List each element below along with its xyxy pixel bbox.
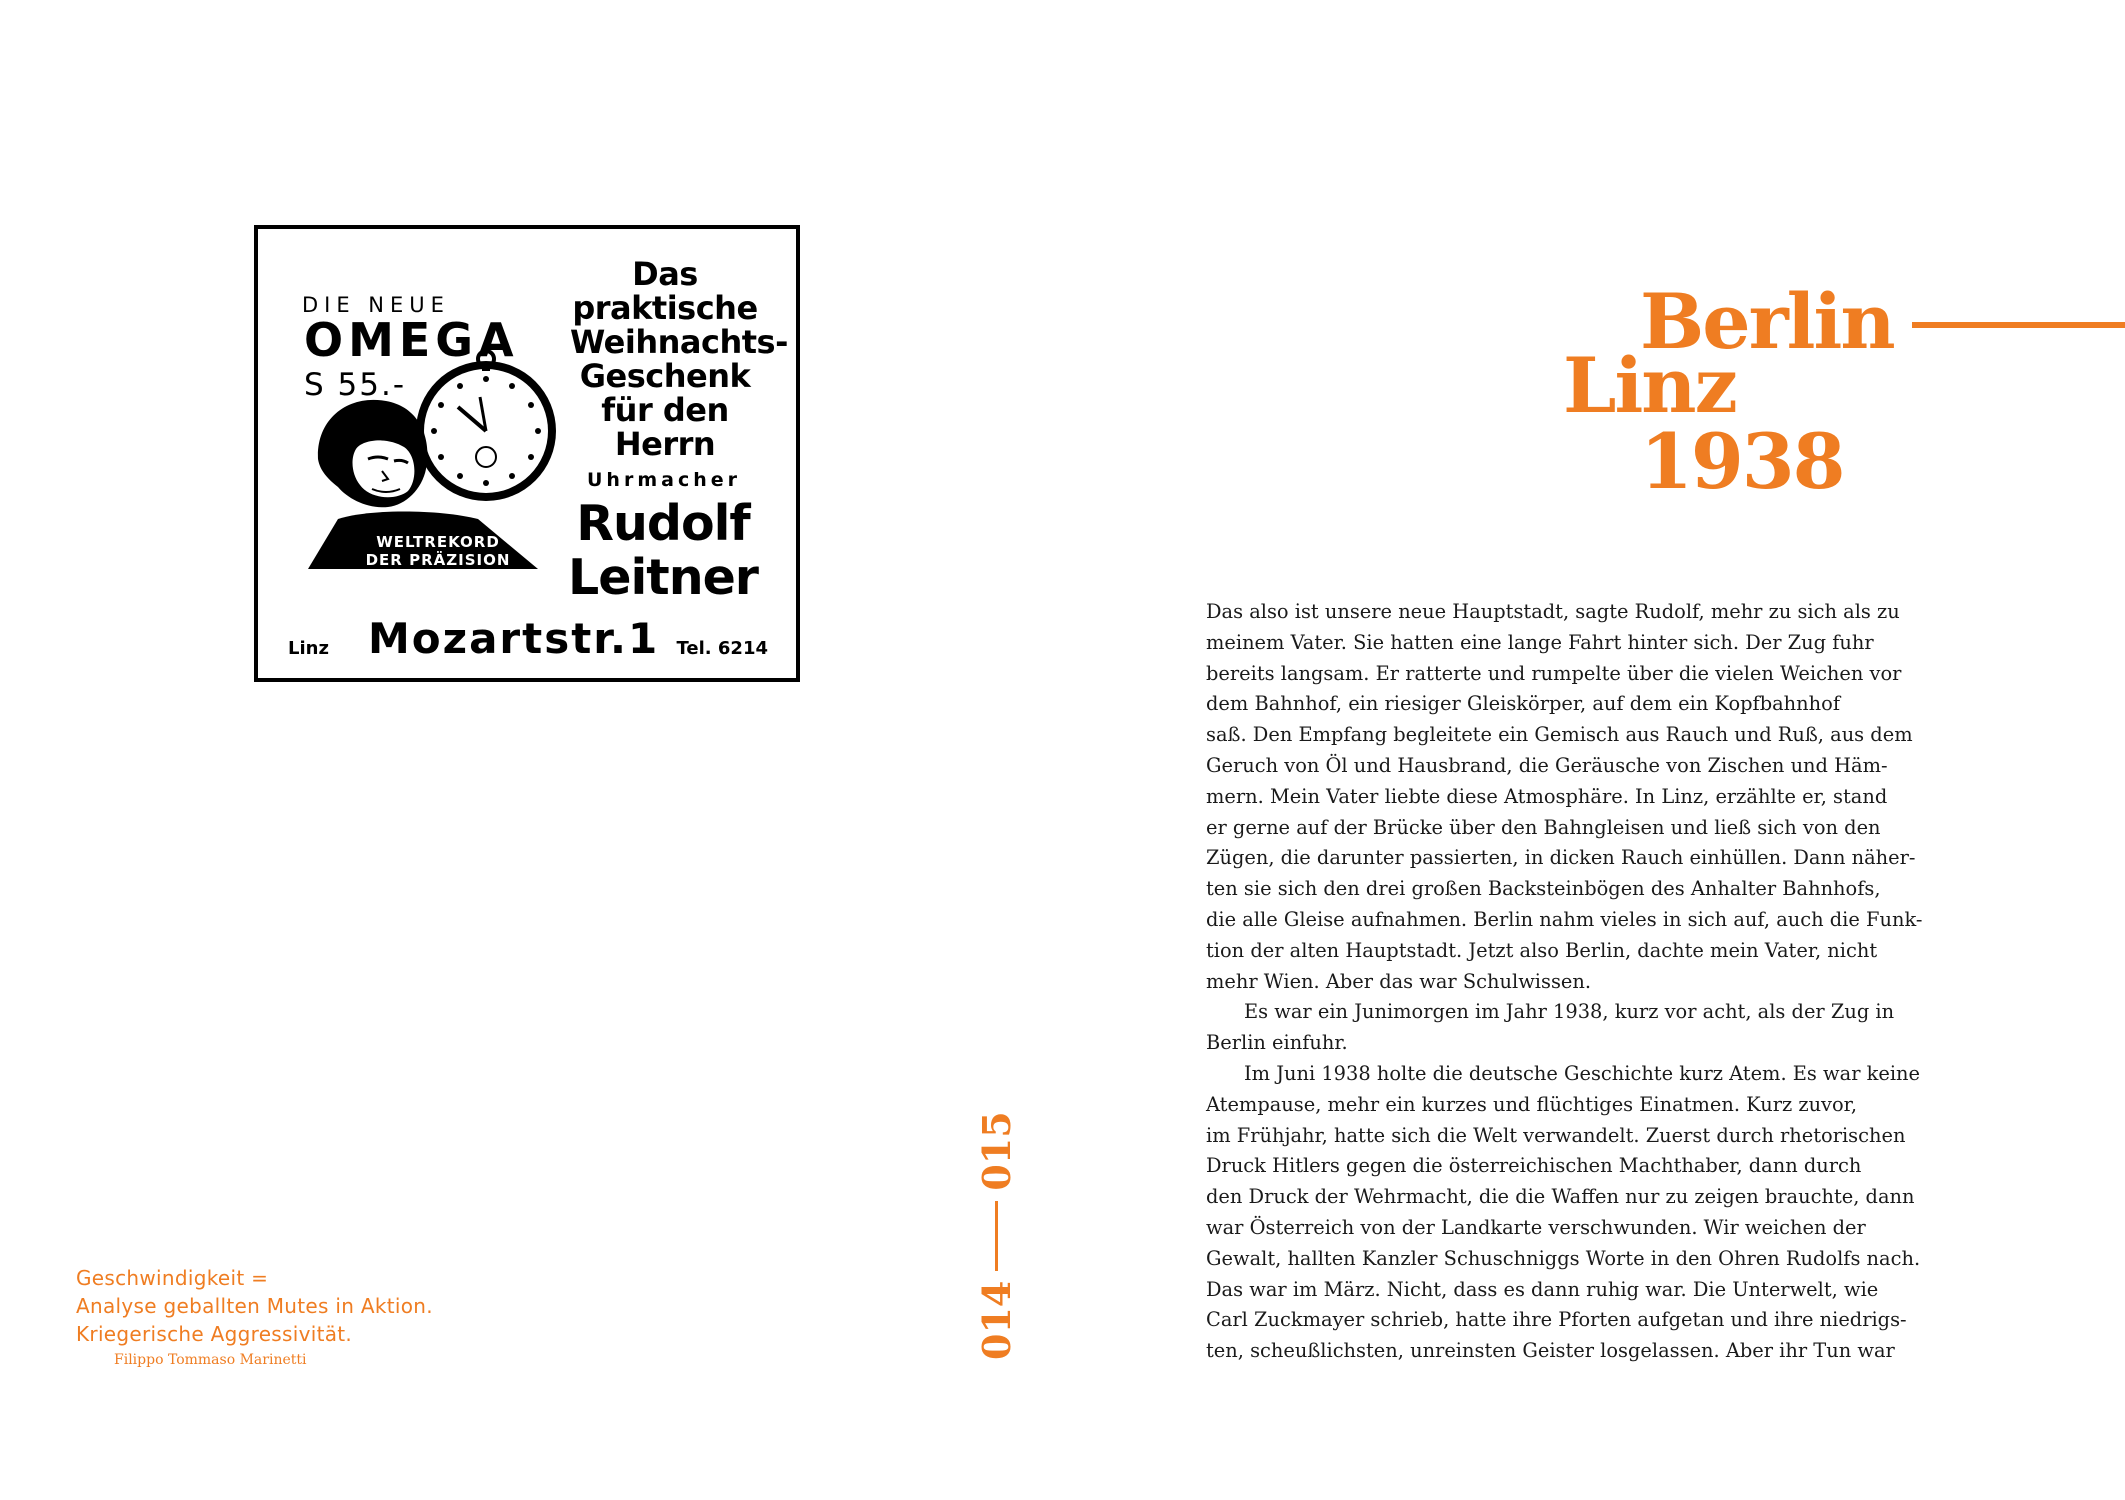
epigraph-line: Kriegerische Aggressivität.: [76, 1322, 353, 1346]
ad-headline-line: Herrn: [614, 425, 716, 463]
body-line: tion der alten Hauptstadt. Jetzt also Berlin, dachte mein Vater, nicht: [1206, 938, 1878, 962]
body-line: ten sie sich den drei großen Backsteinbögen des Anhalter Bahnhofs,: [1206, 877, 1881, 901]
epigraph-line: Geschwindigkeit =: [76, 1266, 269, 1290]
epigraph: [76, 1264, 536, 1368]
body-line: Druck Hitlers gegen die österreichischen Machthaber, dann durch: [1206, 1154, 1862, 1178]
epigraph-line: Analyse geballten Mutes in Aktion.: [76, 1294, 433, 1318]
body-line: er gerne auf der Brücke über den Bahngleisen und ließ sich von den: [1206, 815, 1881, 839]
body-line: den Druck der Wehrmacht, die die Waffen nur zu zeigen brauchte, dann: [1206, 1185, 1915, 1209]
body-line: ten, scheußlichsten, unreinsten Geister losgelassen. Aber ihr Tun war: [1206, 1339, 1895, 1363]
ad-headline: [570, 255, 788, 463]
body-line: meinem Vater. Sie hatten eine lange Fahrt hinter sich. Der Zug fuhr: [1206, 630, 1874, 654]
body-line: Das war im März. Nicht, dass es dann ruhig war. Die Unterwelt, wie: [1206, 1277, 1879, 1301]
ad-name-first: Rudolf: [576, 495, 750, 552]
body-line: mern. Mein Vater liebte diese Atmosphäre. In Linz, erzählte er, stand: [1206, 784, 1888, 808]
body-line: saß. Den Empfang begleitete ein Gemisch aus Rauch und Ruß, aus dem: [1206, 723, 1913, 747]
ad-badge: [338, 533, 538, 569]
ad-watchmaker-name: [568, 497, 758, 605]
chapter-title-linz: Linz: [1563, 341, 1736, 430]
body-line: Berlin einfuhr.: [1206, 1031, 1348, 1055]
page-number-left: 014: [974, 1280, 1019, 1360]
omega-advertisement: [254, 225, 800, 682]
body-line: Im Juni 1938 holte die deutsche Geschichte kurz Atem. Es war keine: [1244, 1061, 1921, 1085]
ad-address: [288, 607, 768, 663]
ad-headline-line: Geschenk: [579, 357, 751, 395]
body-line: bereits langsam. Er ratterte und rumpelte über die vielen Weichen vor: [1206, 661, 1902, 685]
body-line: Carl Zuckmayer schrieb, hatte ihre Pforten aufgetan und ihre niedrigs-: [1206, 1308, 1907, 1332]
page-number-right: 015: [974, 1111, 1019, 1191]
ad-phone: Tel. 6214: [676, 638, 768, 659]
body-line: die alle Gleise aufnahmen. Berlin nahm vieles in sich auf, auch die Funk-: [1206, 907, 1923, 931]
body-line: Gewalt, hallten Kanzler Schuschniggs Worte in den Ohren Rudolfs nach.: [1206, 1246, 1921, 1270]
ad-name-last: Leitner: [568, 549, 758, 606]
ad-trade: Uhrmacher: [587, 469, 741, 491]
ad-price: S 55.-: [304, 367, 407, 403]
body-line: Geruch von Öl und Hausbrand, die Geräusche von Zischen und Häm-: [1206, 753, 1888, 777]
ad-badge-line: DER PRÄZISION: [365, 551, 511, 569]
body-line: Zügen, die darunter passierten, in dicken Rauch einhüllen. Dann näher-: [1206, 846, 1916, 870]
body-line: Atempause, mehr ein kurzes und flüchtiges Einatmen. Kurz zuvor,: [1206, 1092, 1857, 1116]
body-text: [1206, 597, 1923, 1367]
ad-brand: OMEGA: [304, 313, 519, 367]
chapter-title-berlin: Berlin: [1640, 277, 1894, 366]
page-number-rule: [995, 1201, 998, 1271]
body-line: war Österreich von der Landkarte verschwunden. Wir weichen der: [1206, 1215, 1866, 1239]
body-line: Es war ein Junimorgen im Jahr 1938, kurz vor acht, als der Zug in: [1244, 1000, 1895, 1024]
title-rule: [1912, 322, 2125, 328]
chapter-title-year: 1938: [1640, 417, 1844, 506]
ad-city: Linz: [288, 638, 329, 659]
ad-street: Mozartstr.1: [368, 614, 660, 663]
body-line: dem Bahnhof, ein riesiger Gleiskörper, auf dem ein Kopfbahnhof: [1206, 692, 1840, 716]
ad-headline-line: Das: [632, 255, 698, 293]
ad-die-neue: DIE NEUE: [302, 293, 450, 317]
body-line: im Frühjahr, hatte sich die Welt verwandelt. Zuerst durch rhetorischen: [1206, 1123, 1906, 1147]
epigraph-author: Filippo Tommaso Marinetti: [114, 1352, 307, 1368]
ad-headline-line: praktische: [572, 289, 758, 327]
body-line: mehr Wien. Aber das war Schulwissen.: [1206, 969, 1592, 993]
ad-badge-line: WELTREKORD: [376, 533, 500, 551]
ad-headline-line: Weihnachts-: [570, 323, 788, 361]
ad-headline-line: für den: [601, 391, 729, 429]
body-line: Das also ist unsere neue Hauptstadt, sagte Rudolf, mehr zu sich als zu: [1206, 600, 1900, 623]
